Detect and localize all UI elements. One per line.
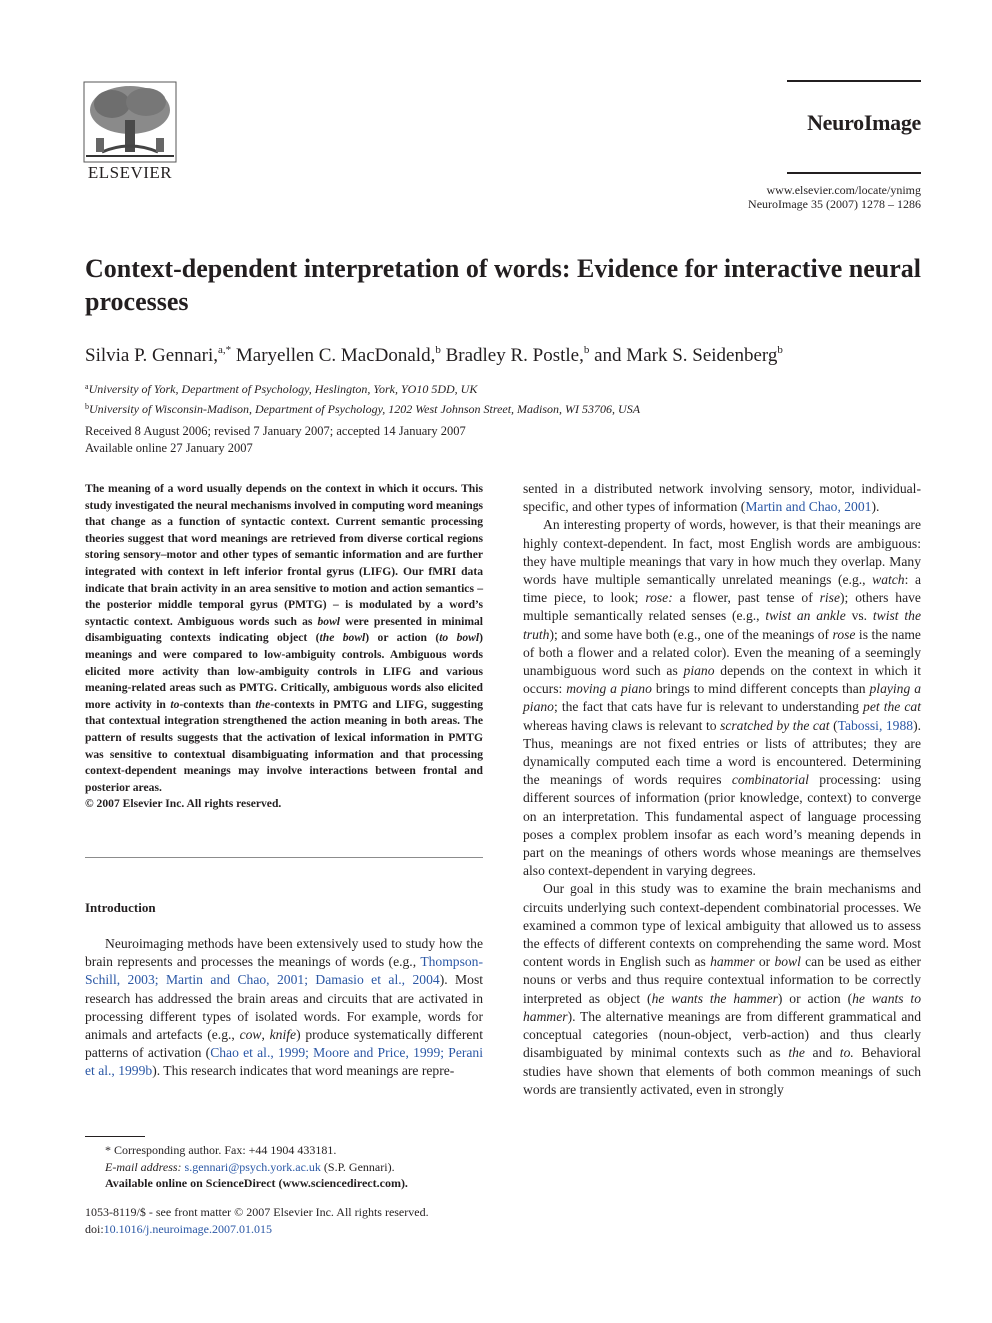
journal-url[interactable]: www.elsevier.com/locate/ynimg	[766, 183, 921, 197]
citation-link[interactable]: Tabossi, 1988	[837, 717, 914, 733]
article-title: Context-dependent interpretation of words: Evidence for interactive neural processes	[85, 254, 921, 316]
journal-info	[640, 183, 921, 211]
right-paragraph-3: Our goal in this study was to examine the brain mechanisms and circuits underlying such context-dependent combinatorial processes. We examined a common type of lexical ambiguity that allowed us to assess the effects of different contexts on comprehending the same word. Most content words in English such as hammer or bowl can be used as either nouns or verbs and thus require contextual information to be correctly interpreted as object (he wants the hammer) or action (he wants to hammer). The alternative meanings are from different grammatical and conceptual categories (noun-object, verb-action) and thus clearly disambiguated by minimal contexts such as the and to. Behavioral studies have shown that elements of both common meanings of such words are transiently activated, even in strongly	[523, 881, 922, 1097]
intro-paragraph: Neuroimaging methods have been extensively used to study how the brain represents and processes the meanings of words (e.g., Thompson-Schill, 2003; Martin and Chao, 2001; Damasio et al., 2004). Most research has addressed the brain areas and circuits that are activated in processing different types of isolated words. For example, words for animals and artefacts (e.g., cow, knife) produce systematically different patterns of activation (Chao et al., 1999; Moore and Price, 1999; Perani et al., 1999b). This research indicates that word meanings are repre-	[85, 936, 484, 1079]
tree-icon	[82, 80, 178, 164]
author-list	[85, 338, 925, 368]
citation-link[interactable]: Martin and Chao, 2001	[745, 499, 872, 515]
corresponding-author-note: * Corresponding author. Fax: +44 1904 433181.	[105, 1143, 337, 1157]
right-paragraph-1: sented in a distributed network involving sensory, motor, individual-specific, and other types of information (Martin and Chao, 2001).	[523, 481, 921, 515]
citation-link[interactable]: Chao et al., 1999; Moore and Price, 1999; Perani et al., 1999b	[85, 1045, 483, 1079]
footnotes	[85, 1142, 483, 1192]
affiliation-a: $^a$University of York, Department of Psychology, Heslington, York, YO10 5DD, UK	[85, 382, 478, 396]
affiliations	[85, 378, 925, 418]
abstract: The meaning of a word usually depends on the context in which it occurs. This study investigated the neural mechanisms involved in computing word meanings that change as a function of syntactic context. Current semantic processing theories suggest that word meanings are retrieved from diverse cortical regions storing sensory–motor and other types of semantic information and are further integrated with context in left inferior frontal gyrus (LIFG). Our fMRI data indicate that brain activity in an area sensitive to motion and action semantics – the posterior middle temporal gyrus (PMTG) – is modulated by a word’s syntactic context. Ambiguous words such as bowl were presented in minimal disambiguating contexts indicating object (the bowl) or action (to bowl) meanings and were compared to low-ambiguity controls. Ambiguous words elicited more activity than low-ambiguity controls in LIFG and various meaning-related areas such as PMTG. Critically, ambiguous words also elicited more activity in to-contexts than the-contexts in PMTG and LIFG, suggesting that contextual integration strengthened the action meaning in both areas. The pattern of results suggests that the activation of lexical information in PMTG was sensitive to contextual disambiguating information and that processing context-dependent meanings may involve interactions between frontal and posterior areas. © 2007 Elsevier Inc. All rights reserved.	[85, 481, 483, 813]
author-name: and Mark S. Seidenberg	[594, 345, 778, 366]
article-dates	[85, 423, 585, 457]
journal-rule-bottom	[787, 172, 921, 174]
abstract-copyright: © 2007 Elsevier Inc. All rights reserved.	[85, 797, 282, 811]
author-sup[interactable]: a,*	[218, 344, 232, 356]
publisher-name: ELSEVIER	[87, 163, 173, 182]
email-link[interactable]: s.gennari@psych.york.ac.uk	[184, 1159, 321, 1174]
footnote-rule	[85, 1136, 145, 1137]
section-heading-introduction: Introduction	[85, 900, 156, 915]
abstract-divider	[85, 857, 483, 858]
intro-left-column	[85, 935, 483, 1081]
doi-line: doi:10.1016/j.neuroimage.2007.01.015	[85, 1221, 272, 1236]
author-sup[interactable]: b	[435, 344, 441, 356]
sciencedirect-note: Available online on ScienceDirect (www.sciencedirect.com).	[105, 1176, 408, 1190]
affiliation-b: $^b$University of Wisconsin-Madison, Department of Psychology, 1202 West Johnson Street, Madison, WI 53706, USA	[85, 402, 641, 416]
journal-name: NeuroImage	[807, 110, 921, 135]
author-sup[interactable]: b	[583, 344, 590, 356]
author-name: Maryellen C. MacDonald,	[235, 345, 436, 366]
right-paragraph-2: An interesting property of words, however, is that their meanings are highly context-dependent. In fact, most English words are ambiguous: they have multiple meanings that vary in how much they overlap. Many words have multiple semantically unrelated meanings (e.g., watch: a time piece, to look; rose: a flower, past tense of rise); others have multiple semantically related senses (e.g., twist an ankle vs. twist the truth); and some have both (e.g., one of the meanings of rose is the name of both a flower and a related color). Even the meaning of a seemingly unambiguous word such as piano depends on the context in which it occurs: moving a piano brings to mind different concepts than playing a piano; the fact that cats have fur is relevant to understanding pet the cat whereas having claws is relevant to scratched by the cat (Tabossi, 1988). Thus, meanings are not fixed entries or lists of attributes; they are dynamically computed each time a word is encountered. Determining the meanings of words requires combinatorial processing: using different sources of information (prior knowledge, context) to converge on an interpretation. This fundamental aspect of language processing poses a complex problem insofar as each word’s meaning depends in part on the meanings of others words whose meanings are themselves also context-dependent in varying degrees.	[523, 517, 922, 879]
citation-link[interactable]: Thompson-Schill, 2003; Martin and Chao, 2001; Damasio et al., 2004	[85, 954, 483, 988]
author-name: Bradley R. Postle,	[445, 345, 584, 366]
issn-line: 1053-8119/$ - see front matter © 2007 Elsevier Inc. All rights reserved.	[85, 1205, 429, 1219]
journal-citation: NeuroImage 35 (2007) 1278 – 1286	[748, 197, 921, 211]
email-note: E-mail address: s.gennari@psych.york.ac.uk (S.P. Gennari).	[105, 1159, 395, 1174]
available-online: Available online 27 January 2007	[85, 441, 253, 455]
received-dates: Received 8 August 2006; revised 7 January 2007; accepted 14 January 2007	[85, 424, 466, 438]
front-matter	[85, 1204, 485, 1237]
author-sup[interactable]: b	[777, 344, 783, 356]
author-name: Silvia P. Gennari,	[85, 345, 218, 366]
doi-link[interactable]: 10.1016/j.neuroimage.2007.01.015	[103, 1221, 272, 1236]
journal-rule-top	[787, 80, 921, 82]
intro-right-column	[523, 480, 921, 1099]
